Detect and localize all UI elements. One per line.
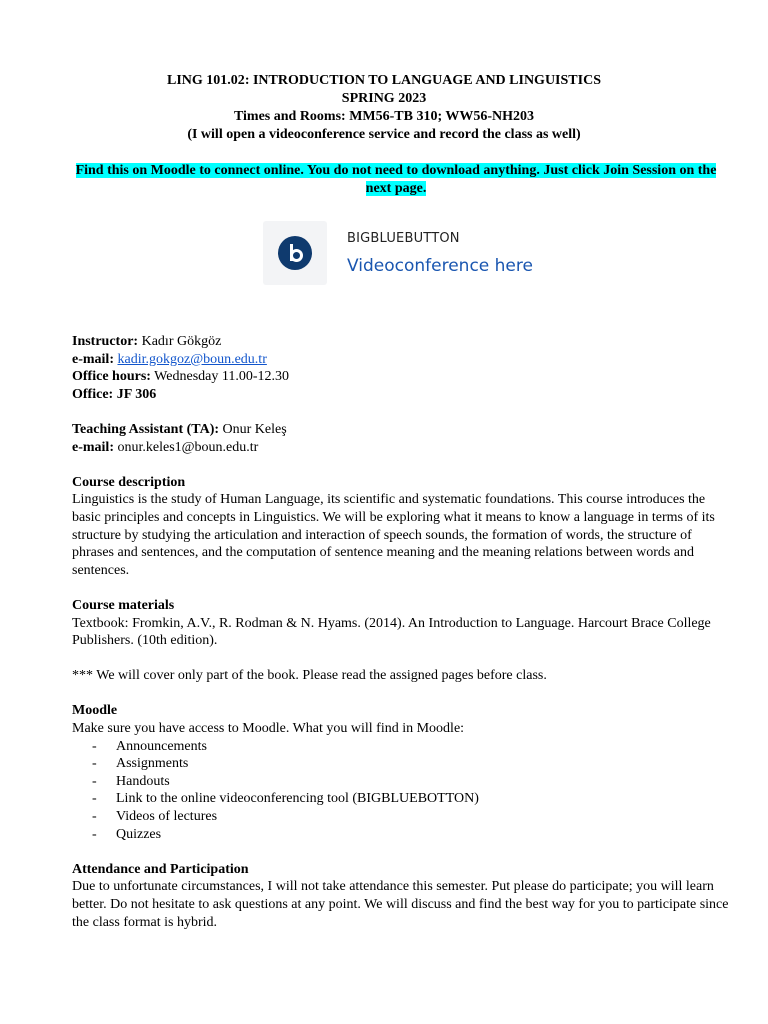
course-code: LING 101.02: [167, 73, 245, 88]
ta-label: Teaching Assistant (TA):: [72, 421, 220, 437]
instructor-email-link[interactable]: kadir.gokgoz@boun.edu.tr: [117, 351, 267, 367]
office-hours-line: [72, 368, 732, 386]
attendance-text: Due to unfortunate circumstances, I will not take attendance this semester. Put please do participate; you will learn better. Do not hesitate to ask questions at any point. We will discuss and find the best way for you to participate since the class format is hybrid.: [72, 879, 729, 930]
list-item: - Handouts: [92, 773, 170, 789]
office-line: Office: JF 306: [72, 386, 157, 402]
ta-email: onur.keles1@boun.edu.tr: [113, 439, 259, 455]
course-title: : INTRODUCTION TO LANGUAGE AND LINGUISTICS: [244, 73, 601, 88]
office-hours: Wednesday 11.00-12.30: [150, 369, 290, 385]
list-item: - Videos of lectures: [92, 809, 218, 825]
moodle-notice: [68, 162, 724, 198]
videoconference-link[interactable]: Videoconference here: [347, 256, 533, 276]
term: SPRING 2023: [341, 91, 427, 106]
list-item: - Link to the online videoconferencing tool (BIGBLUEBOTTON): [92, 791, 479, 807]
attendance-heading: Attendance and Participation: [72, 861, 249, 877]
moodle-list: [72, 738, 732, 844]
syllabus-header: [40, 72, 728, 144]
textbook-text: Textbook: Fromkin, A.V., R. Rodman & N. Hyams. (2014). An Introduction to Language. Harcourt Brace College Publishers. (10th edition).: [72, 615, 711, 649]
list-item: - Assignments: [92, 756, 189, 772]
course-description-heading: Course description: [72, 474, 186, 490]
bbb-activity-card[interactable]: [263, 221, 553, 287]
bbb-logo-box: [263, 221, 327, 285]
course-title-line: [40, 72, 728, 90]
moodle-heading: Moodle: [72, 703, 118, 719]
moodle-notice-text: Find this on Moodle to connect online. You do not need to download anything. Just click Join Session on the next page.: [75, 163, 717, 196]
ta-email-label: e-mail:: [72, 439, 114, 455]
office-hours-label: Office hours:: [72, 369, 151, 385]
bbb-name: BIGBLUEBUTTON: [347, 231, 460, 246]
moodle-intro: Make sure you have access to Moodle. What you will find in Moodle:: [72, 721, 465, 737]
course-description-text: Linguistics is the study of Human Language, its scientific and systematic foundations. This course introduces the basic principles and concepts in Linguistics. We will be exploring what it means to know a language in terms of its structure by studying the articulation and interaction of speech sounds, the formation of words, the structure of phrases and sentences, and the computation of sentence meaning and the meaning relations between words and sentences.: [72, 492, 715, 578]
times-and-rooms: Times and Rooms: MM56-TB 310; WW56-NH203: [233, 109, 535, 124]
reading-note: *** We will cover only part of the book. Please read the assigned pages before class.: [72, 668, 547, 684]
course-materials-heading: Course materials: [72, 597, 175, 613]
ta-email-line: [72, 439, 732, 457]
ta-name: Onur Keleş: [219, 421, 287, 437]
instructor-label: Instructor:: [72, 334, 139, 349]
list-item: - Quizzes: [92, 826, 162, 842]
recording-note: (I will open a videoconference service and record the class as well): [187, 127, 581, 142]
bigbluebutton-logo-icon: [278, 236, 312, 270]
list-item: - Announcements: [92, 738, 207, 754]
syllabus-body: [72, 333, 732, 931]
instructor-line: [72, 333, 732, 351]
email-label: e-mail:: [72, 351, 114, 367]
instructor-email-line: [72, 351, 732, 369]
instructor-name: Kadır Gökgöz: [138, 334, 222, 349]
ta-line: [72, 421, 732, 439]
